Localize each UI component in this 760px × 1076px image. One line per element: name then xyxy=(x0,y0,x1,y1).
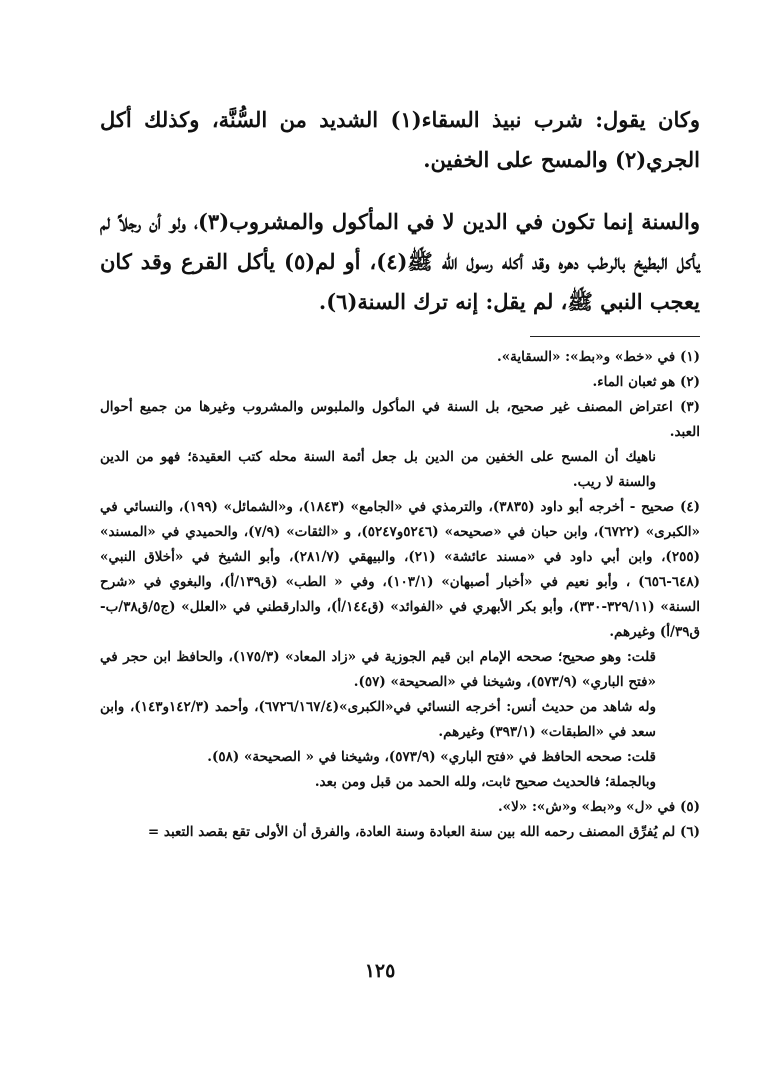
footnote-divider xyxy=(530,336,700,337)
footnote-3-continuation: ناهيك أن المسح على الخفين من الدين بل جعل أئمة السنة محله كتب العقيدة؛ فهو من الدين والسنة لا ريب. xyxy=(100,449,656,490)
main-paragraph-2: والسنة إنما تكون في الدين لا في المأكول والمشروب(٣)، ولو أن رجلاً لم يأكل البطيخ بالرطب دهره وقد أكله رسول الله ﷺ(٤)، أو لم(٥) يأكل القرع وقد كان يعجب النبي ﷺ، لم يقل: إنه ترك السنة(٦). xyxy=(100,209,701,314)
footnote-4: (٤) صحيح - أخرجه أبو داود (٣٨٣٥)، والترمذي في «الجامع» (١٨٤٣)، و«الشمائل» (١٩٩)، والنسائي في «الكبرى» (٦٧٢٢)، وابن حبان في «صحيحه» (٥٢٤٦و٥٢٤٧)، و «الثقات» (٧/٩)، والحميدي في «المسند» (٢٥٥)، وابن أبي داود في «مسند عائشة» (٢١)، والبيهقي (٢٨١/٧)، وأبو الشيخ في «أخلاق النبي» (٦٤٨-٦٥٦) ، وأبو نعيم في «أخبار أصبهان» (١٠٣/١)، وفي « الطب» (ق١٣٩/أ)، والبغوي في «شرح السنة» (٣٢٩/١١-٣٣٠)، وأبو بكر الأبهري في «الفوائد» (ق١٤٤/أ)، والدارقطني في «العلل» (ج٥/ق٣٨/ب-ق٣٩/أ) وغيرهم. xyxy=(100,499,700,640)
footnote-4-grading: قلت: صححه الحافظ في «فتح الباري» (٥٧٣/٩)، وشيخنا في « الصحيحة» (٥٨). xyxy=(207,749,656,765)
footnote-4-witness: وله شاهد من حديث أنس: أخرجه النسائي في«الكبرى»(٦٧٢٦/١٦٧/٤)، وأحمد (١٤٢/٣و١٤٣)، وابن سعد في «الطبقات» (٣٩٣/١) وغيرهم. xyxy=(100,699,657,740)
footnote-5: (٥) في «ل» و«بط» و«ش»: «لا». xyxy=(497,799,700,815)
footnote-4-summary: وبالجملة؛ فالحديث صحيح ثابت، ولله الحمد من قبل ومن بعد. xyxy=(314,774,656,790)
footnote-3: (٣) اعتراض المصنف غير صحيح، بل السنة في المأكول والملبوس والمشروب وغيرها من جميع أحوال العبد. xyxy=(100,399,700,440)
page-body xyxy=(100,100,700,845)
page-number: ١٢٥ xyxy=(364,960,396,982)
footnote-2: (٢) هو ثعبان الماء. xyxy=(592,374,700,390)
main-paragraph-1: وكان يقول: شرب نبيذ السقاء(١) الشديد من السُّنَّة، وكذلك أكل الجري(٢) والمسح على الخفين. xyxy=(100,107,701,172)
footnote-1: (١) في «خط» و«بط»: «السقاية». xyxy=(497,349,700,365)
footnote-4-comment: قلت: وهو صحيح؛ صححه الإمام ابن قيم الجوزية في «زاد المعاد» (١٧٥/٣)، والحافظ ابن حجر في «فتح الباري» (٥٧٣/٩)، وشيخنا في «الصحيحة» (٥٧). xyxy=(100,649,656,690)
footnote-6: (٦) لم يُفرِّق المصنف رحمه الله بين سنة العبادة وسنة العادة، والفرق أن الأولى تقع بقصد التعبد = xyxy=(147,824,700,840)
footnotes xyxy=(100,345,700,845)
main-text xyxy=(100,100,700,322)
